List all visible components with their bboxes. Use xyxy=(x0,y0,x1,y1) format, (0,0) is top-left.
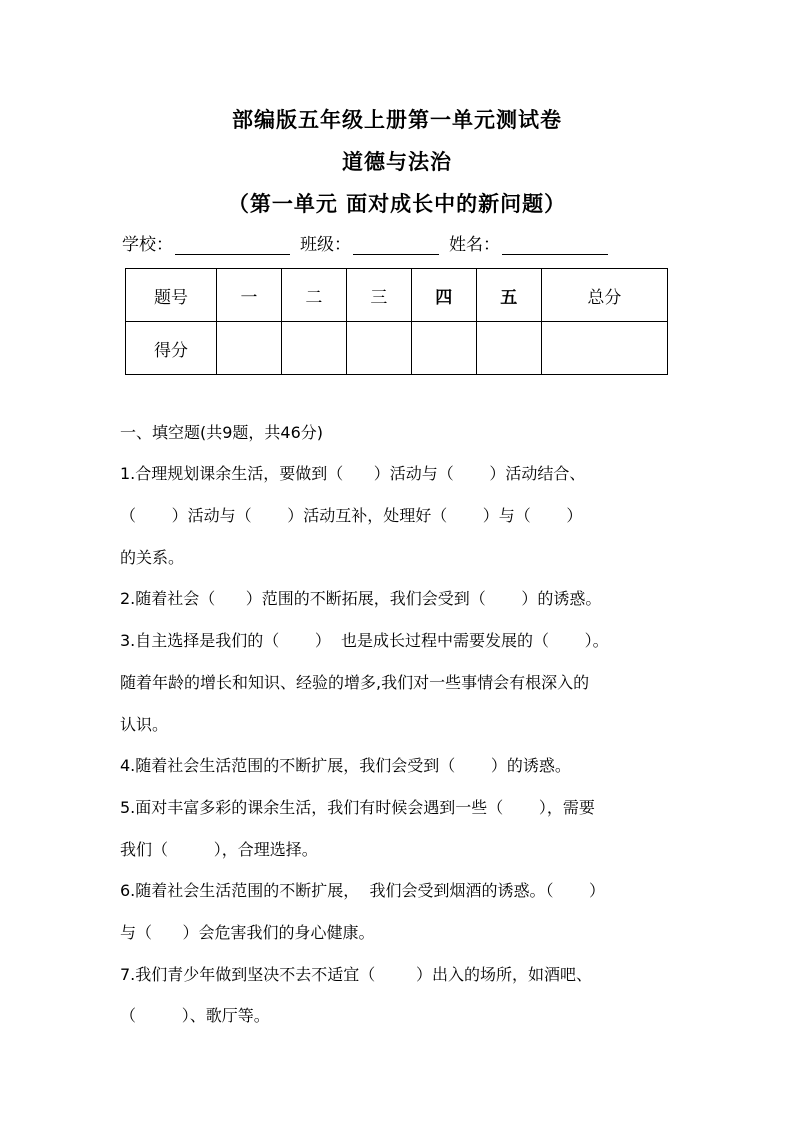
question-line: 的关系。 xyxy=(120,548,185,567)
question-line: 4.随着社会生活范围的不断扩展，我们会受到（ ）的诱惑。 xyxy=(120,756,571,775)
header-cell-3: 三 xyxy=(346,269,411,322)
score-label-cell: 得分 xyxy=(126,322,217,375)
score-cell-1[interactable] xyxy=(217,322,282,375)
question-line: 认识。 xyxy=(120,715,169,734)
question-line: 3.自主选择是我们的（ ） 也是成长过程中需要发展的（ ）。 xyxy=(120,631,609,650)
question-line: （ ）活动与（ ）活动互补，处理好（ ）与（ ） xyxy=(120,506,583,525)
score-table-score-row xyxy=(126,322,668,375)
score-cell-5[interactable] xyxy=(476,322,541,375)
question-line: 与（ ）会危害我们的身心健康。 xyxy=(120,923,375,942)
score-cell-3[interactable] xyxy=(346,322,411,375)
class-blank[interactable] xyxy=(353,234,439,255)
header-cell-number: 题号 xyxy=(126,269,217,322)
header-cell-4: 四 xyxy=(411,269,476,322)
score-cell-4[interactable] xyxy=(411,322,476,375)
question-line: 2.随着社会（ ）范围的不断拓展，我们会受到（ ）的诱惑。 xyxy=(120,589,602,608)
name-blank[interactable] xyxy=(502,234,608,255)
header-cell-5: 五 xyxy=(476,269,541,322)
question-line: 7.我们青少年做到坚决不去不适宜（ ）出入的场所，如酒吧、 xyxy=(120,965,592,984)
exam-title: 部编版五年级上册第一单元测试卷 xyxy=(232,107,562,132)
score-table xyxy=(125,268,668,375)
section-heading: 一、填空题(共9题，共46分) xyxy=(120,423,324,442)
subject-title: 道德与法治 xyxy=(342,149,452,174)
header-cell-2: 二 xyxy=(281,269,346,322)
student-info-row xyxy=(122,230,618,255)
header-cell-total: 总分 xyxy=(541,269,667,322)
unit-title: （第一单元 面对成长中的新问题） xyxy=(227,191,567,216)
question-line: 6.随着社会生活范围的不断扩展， 我们会受到烟酒的诱惑。（ ） xyxy=(120,881,606,900)
question-line: 我们（ ），合理选择。 xyxy=(120,840,318,859)
question-line: （ ）、歌厅等。 xyxy=(120,1006,270,1025)
school-blank[interactable] xyxy=(175,234,290,255)
score-cell-total[interactable] xyxy=(541,322,667,375)
question-line: 5.面对丰富多彩的课余生活，我们有时候会遇到一些（ ），需要 xyxy=(120,798,595,817)
score-cell-2[interactable] xyxy=(281,322,346,375)
header-cell-1: 一 xyxy=(217,269,282,322)
question-line: 1.合理规划课余生活，要做到（ ）活动与（ ）活动结合、 xyxy=(120,464,586,483)
class-label: 班级： xyxy=(300,235,351,255)
school-label: 学校： xyxy=(122,235,173,255)
name-label: 姓名： xyxy=(449,235,500,255)
score-table-header-row xyxy=(126,269,668,322)
question-line: 随着年龄的增长和知识、经验的增多,我们对一些事情会有根深入的 xyxy=(120,673,590,692)
